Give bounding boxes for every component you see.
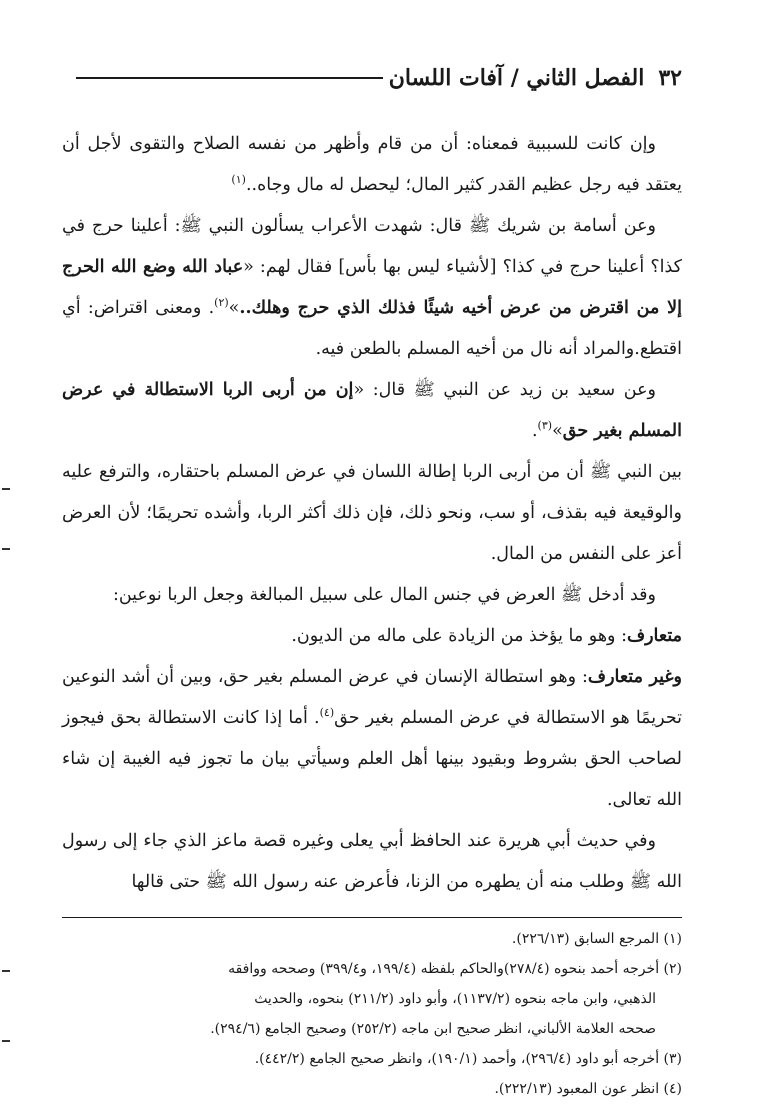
- footnote-1: (١) المرجع السابق (٢٢٦/١٣).: [511, 931, 682, 947]
- margin-mark: [2, 970, 10, 972]
- footnote-2-cont: الذهبي، وابن ماجه بنحوه (١١٣٧/٢)، وأبو داود (٢١١/٢) بنحوه، والحديث: [254, 991, 656, 1007]
- footnote-2-cont: صححه العلامة الألباني، انظر صحيح ابن ماجه (٢٥٢/٢) وصحيح الجامع (٢٩٤/٦).: [210, 1021, 656, 1037]
- book-page: [62, 58, 682, 1104]
- term-label: متعارف: [626, 626, 682, 646]
- paragraph-4: بين النبي ﷺ أن من أربى الربا إطالة اللسان في عرض المسلم باحتقاره، والترفع عليه والوقيعة فيه بقذف، أو سب، ونحو ذلك، فإن ذلك أكثر الربا، وأشده تحريمًا؛ لأن العرض أعز على النفس من المال.: [62, 462, 682, 564]
- paragraph-2: وعن أسامة بن شريك ﷺ قال: شهدت الأعراب يسألون النبي ﷺ: أعلينا حرج في كذا؟ أعلينا حرج في كذا؟ [لأشياء ليس بها بأس] فقال لهم: «عباد الله وضع الله الحرج إلا من اقترض من عرض أخيه شيئًا فذلك الذي حرج وهلك..»$^{(٢)}$. ومعنى اقتراض: أي اقتطع.والمراد أنه نال من أخيه المسلم بالطعن فيه.: [62, 216, 682, 359]
- footnote-ref-3: (٣): [537, 419, 553, 433]
- term-label: وغير متعارف: [587, 667, 682, 687]
- margin-mark: [2, 488, 10, 490]
- paragraph-5: وقد أدخل ﷺ العرض في جنس المال على سبيل المبالغة وجعل الربا نوعين:: [112, 585, 656, 605]
- paragraph-1: وإن كانت للسببية فمعناه: أن من قام وأظهر من نفسه الصلاح والتقوى لأجل أن يعتقد فيه رجل عظيم القدر كثير المال؛ ليحصل له مال وجاه..$^{(١)}$: [62, 134, 682, 195]
- chapter-title: الفصل الثاني / آفات اللسان: [388, 65, 645, 91]
- footnote-ref-1: (١): [231, 173, 246, 187]
- margin-mark: [2, 548, 10, 550]
- footnote-4: (٤) انظر عون المعبود (٢٢٢/١٣).: [494, 1081, 682, 1097]
- paragraph-7: وغير متعارف: وهو استطالة الإنسان في عرض المسلم بغير حق، وبين أن أشد النوعين تحريمًا هو الاستطالة في عرض المسلم بغير حق$^{(٤)}$. أما إذا كانت الاستطالة بحق فيجوز لصاحب الحق بشروط وبقيود بينها أهل العلم وسيأتي بيان ما تجوز فيه الغيبة إن شاء الله تعالى.: [62, 667, 682, 810]
- paragraph-6: متعارف: وهو ما يؤخذ من الزيادة على ماله من الديون.: [291, 626, 682, 646]
- hadith-text: إن من أربى الربا الاستطالة في عرض المسلم بغير حق: [62, 380, 682, 441]
- footnotes: [62, 917, 682, 1104]
- page-number: ٣٢: [658, 65, 682, 91]
- hadith-text: عباد الله وضع الله الحرج إلا من اقترض من عرض أخيه شيئًا فذلك الذي حرج وهلك..: [62, 257, 682, 318]
- footnote-ref-2: (٢): [214, 296, 229, 310]
- header-rule: [76, 77, 383, 79]
- paragraph-3: وعن سعيد بن زيد عن النبي ﷺ قال: «إن من أربى الربا الاستطالة في عرض المسلم بغير حق»$^{(٣)}$.: [62, 380, 682, 441]
- footnote-3: (٣) أخرجه أبو داود (٢٩٦/٤)، وأحمد (١٩٠/١)، وانظر صحيح الجامع (٤٤٢/٢).: [254, 1051, 682, 1067]
- footnote-ref-4: (٤): [319, 706, 335, 720]
- margin-mark: [2, 1040, 10, 1042]
- body-text: [62, 124, 682, 903]
- paragraph-8: وفي حديث أبي هريرة عند الحافظ أبي يعلى وغيره قصة ماعز الذي جاء إلى رسول الله ﷺ وطلب منه أن يطهره من الزنا، فأعرض عنه رسول الله ﷺ حتى قالها: [62, 831, 682, 892]
- footnote-2: (٢) أخرجه أحمد بنحوه (٢٧٨/٤)والحاكم بلفظه (١٩٩/٤، و٣٩٩/٤) وصححه ووافقه: [228, 961, 682, 977]
- page-header: [62, 58, 682, 98]
